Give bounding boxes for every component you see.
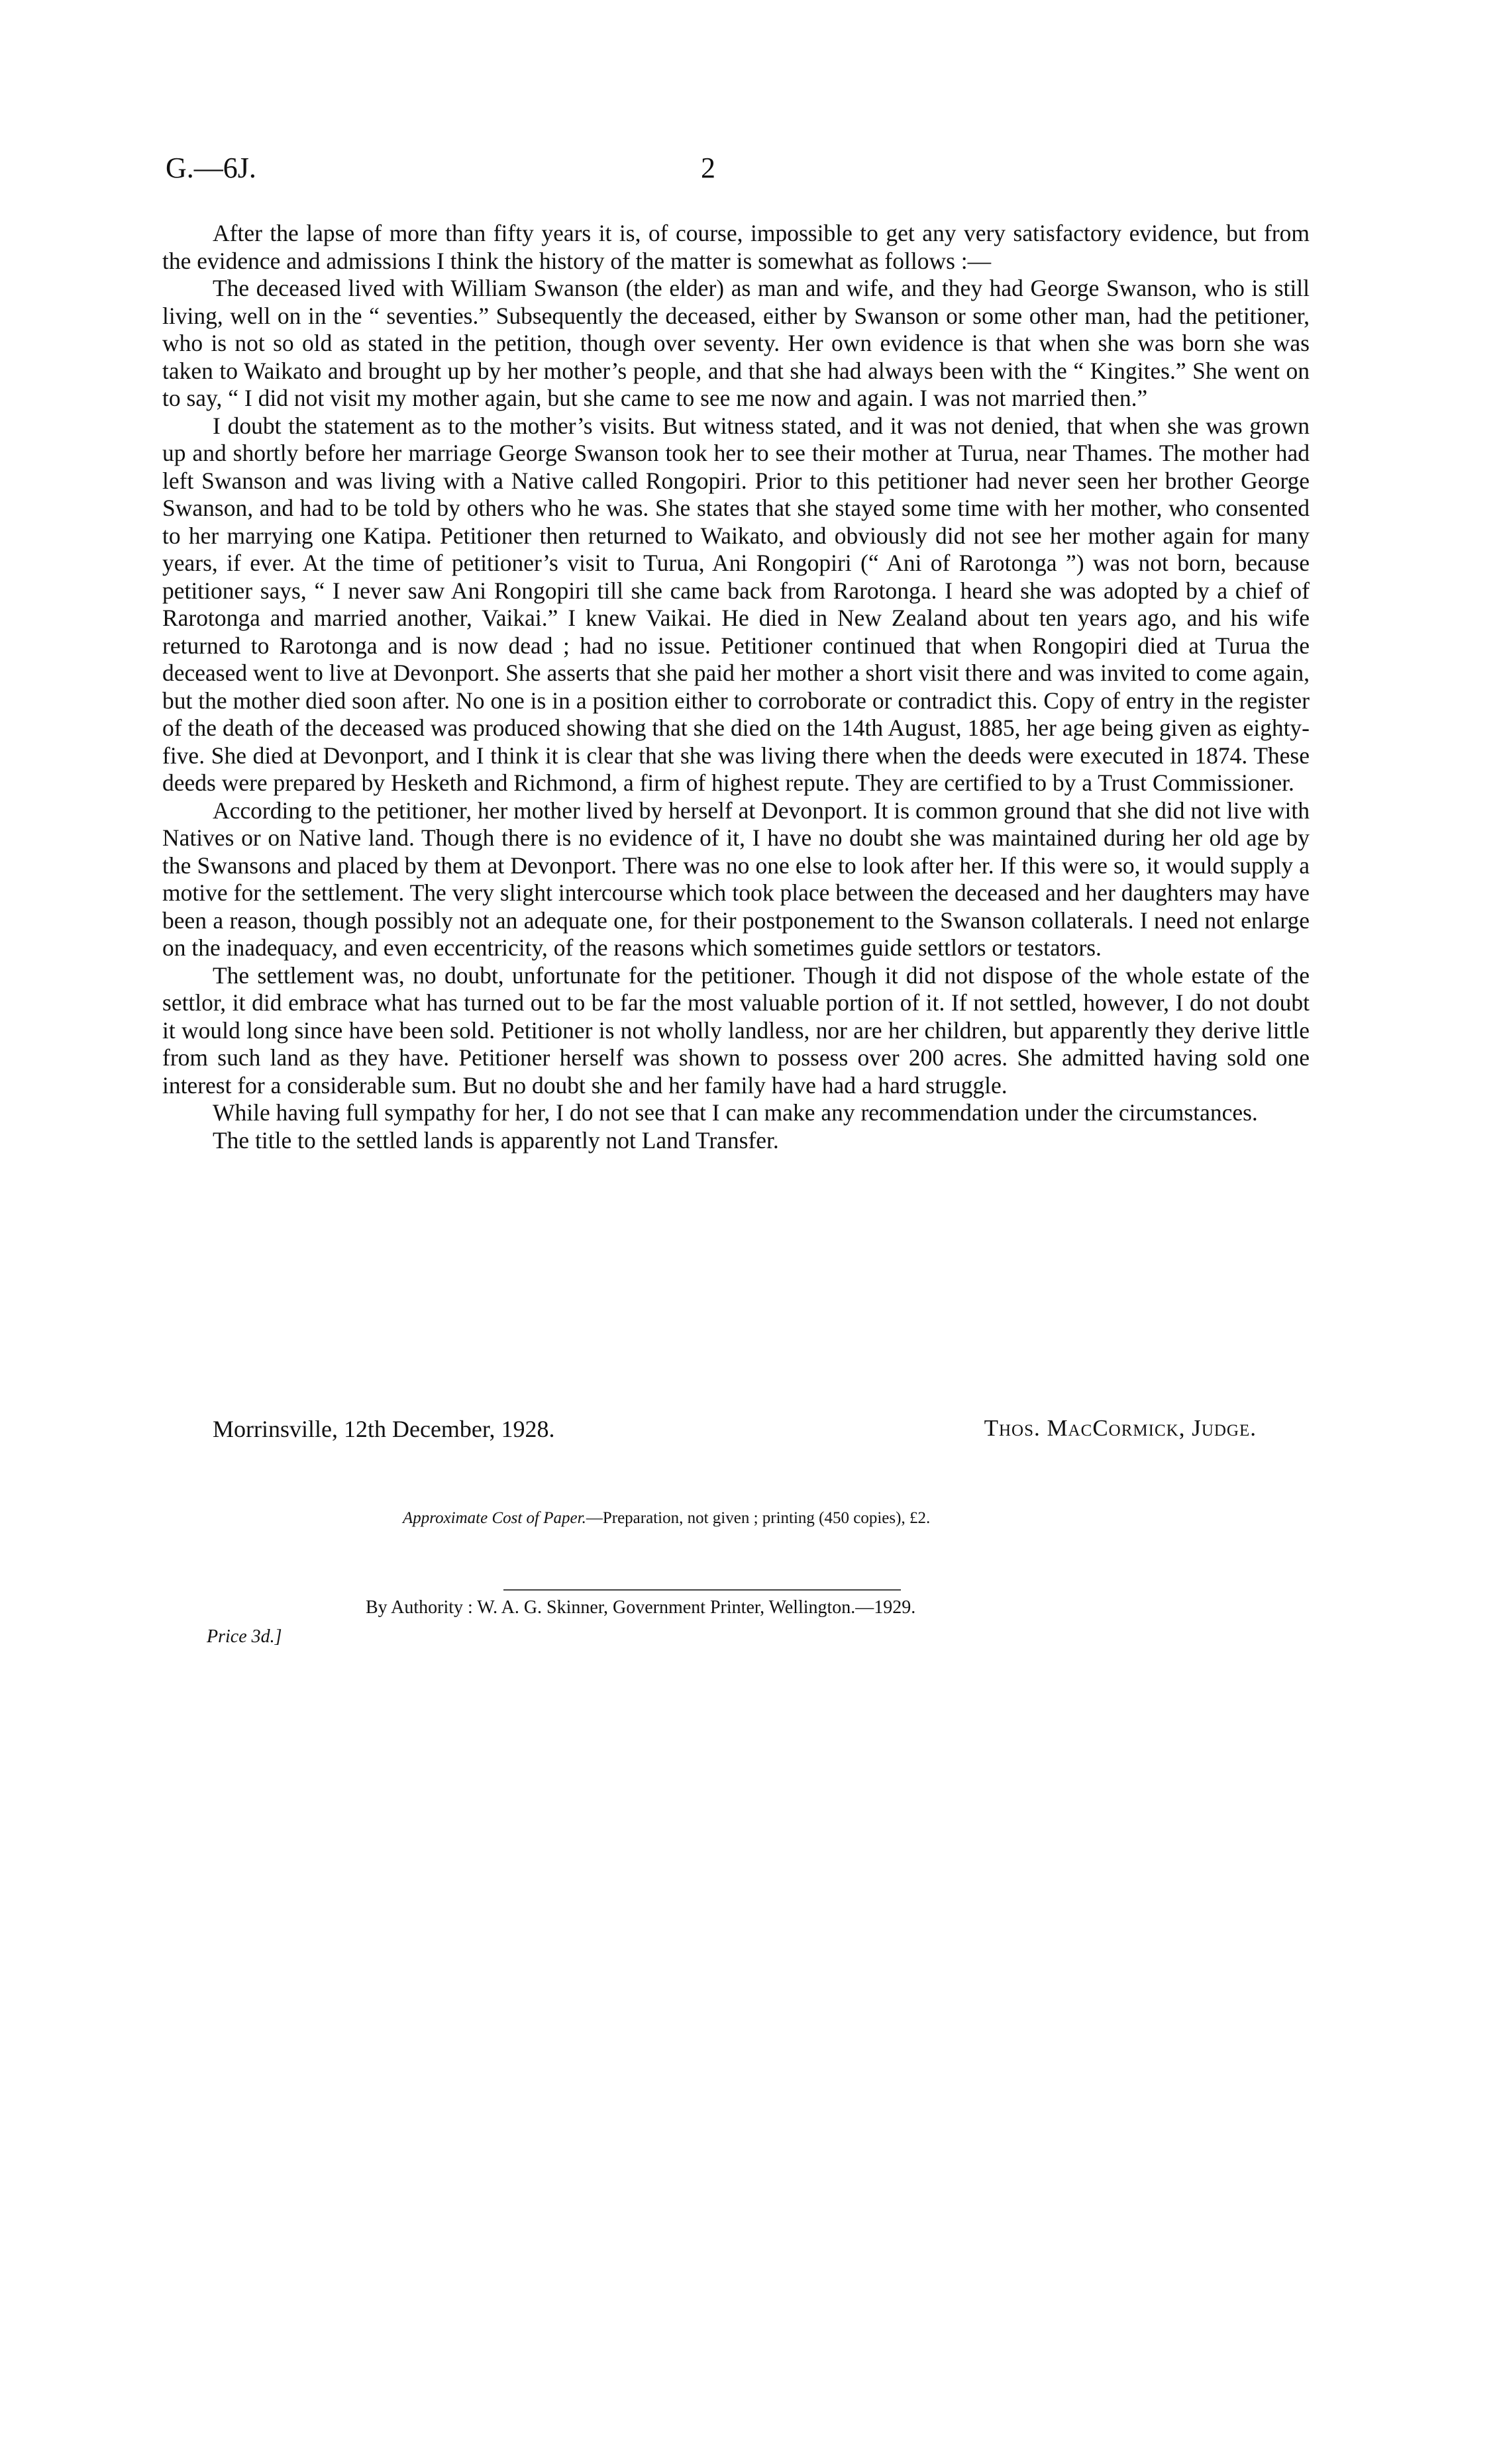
paragraph: After the lapse of more than fifty years it is, of course, impossible to get any very satisfactory evidence, but from the evidence and admissions I think the history of the matter is somewhat as follows :— bbox=[162, 220, 1310, 274]
paragraph: The settlement was, no doubt, unfortunate for the petitioner. Though it did not dispose of the whole estate of the settlor, it did embrace what has turned out to be far the most valuable portion of it. If not settled, however, I do not doubt it would long since have been sold. Petitioner is not wholly landless, nor are her children, but apparently they derive little from such land as they have. Petitioner herself was shown to possess over 200 acres. She admitted having sold one interest for a considerable sum. But no doubt she and her family have had a hard struggle. bbox=[162, 961, 1310, 1099]
page-number: 2 bbox=[701, 152, 715, 184]
printer-authority: By Authority : W. A. G. Skinner, Government Printer, Wellington.—1929. bbox=[366, 1597, 916, 1618]
cost-note bbox=[403, 1509, 930, 1528]
cost-text: —Preparation, not given ; printing (450 copies), £2. bbox=[586, 1509, 931, 1527]
paragraph: The deceased lived with William Swanson (the elder) as man and wife, and they had George Swanson, who is still living, well on in the “ seventies.” Subsequently the deceased, either by Swanson or some other man, had the petitioner, who is not so old as stated in the petition, though over seventy. Her own evidence is that when she was born she was taken to Waikato and brought up by her mother’s people, and that she had always been with the “ Kingites.” She went on to say, “ I did not visit my mother again, but she came to see me now and again. I was not married then.” bbox=[162, 275, 1310, 411]
place-and-date: Morrinsville, 12th December, 1928. bbox=[213, 1416, 555, 1442]
signature-line bbox=[213, 1415, 1310, 1448]
page-header bbox=[166, 151, 1325, 191]
paragraph: According to the petitioner, her mother lived by herself at Devonport. It is common ground that she did not live with Natives or on Native land. Though there is no evidence of it, I have no doubt she was maintained during her old age by the Swansons and placed by them at Devonport. There was no one else to look after her. If this were so, it would supply a motive for the settlement. The very slight intercourse which took place between the deceased and her daughters may have been a reason, though possibly not an adequate one, for their postponement to the Swanson collaterals. I need not enlarge on the inadequacy, and even eccentricity, of the reasons which sometimes guide settlors or testators. bbox=[162, 797, 1310, 961]
judge-signature: Thos. MacCormick, Judge. bbox=[984, 1415, 1257, 1441]
paragraph: The title to the settled lands is apparently not Land Transfer. bbox=[213, 1126, 779, 1154]
divider bbox=[503, 1589, 901, 1591]
cost-label: Approximate Cost of Paper. bbox=[403, 1509, 586, 1527]
price-note: Price 3d.] bbox=[207, 1626, 282, 1647]
report-body bbox=[162, 220, 1310, 1154]
paragraph: While having full sympathy for her, I do not see that I can make any recommendation under the circumstances. bbox=[213, 1099, 1258, 1126]
document-reference: G.—6J. bbox=[166, 152, 256, 184]
paragraph: I doubt the statement as to the mother’s visits. But witness stated, and it was not denied, that when she was grown up and shortly before her marriage George Swanson took her to see their mother at Turua, near Thames. The mother had left Swanson and was living with a Native called Rongopiri. Prior to this petitioner had never seen her brother George Swanson, and had to be told by others who he was. She states that she stayed some time with her mother, who consented to her marrying one Katipa. Petitioner then returned to Waikato, and obviously did not see her mother again for many years, if ever. At the time of petitioner’s visit to Turua, Ani Rongopiri (“ Ani of Rarotonga ”) was not born, because petitioner says, “ I never saw Ani Rongopiri till she came back from Rarotonga. I heard she was adopted by a chief of Rarotonga and married another, Vaikai.” I knew Vaikai. He died in New Zealand about ten years ago, and his wife returned to Rarotonga and is now dead ; had no issue. Petitioner continued that when Rongopiri died at Turua the deceased went to live at Devonport. She asserts that she paid her mother a short visit there and was invited to come again, but the mother died soon after. No one is in a position either to corroborate or contradict this. Copy of entry in the register of the death of the deceased was produced showing that she died on the 14th August, 1885, her age being given as eighty-five. She died at Devonport, and I think it is clear that she was living there when the deeds were executed in 1874. These deeds were prepared by Hesketh and Richmond, a firm of highest repute. They are certified to by a Trust Commissioner. bbox=[162, 412, 1310, 796]
